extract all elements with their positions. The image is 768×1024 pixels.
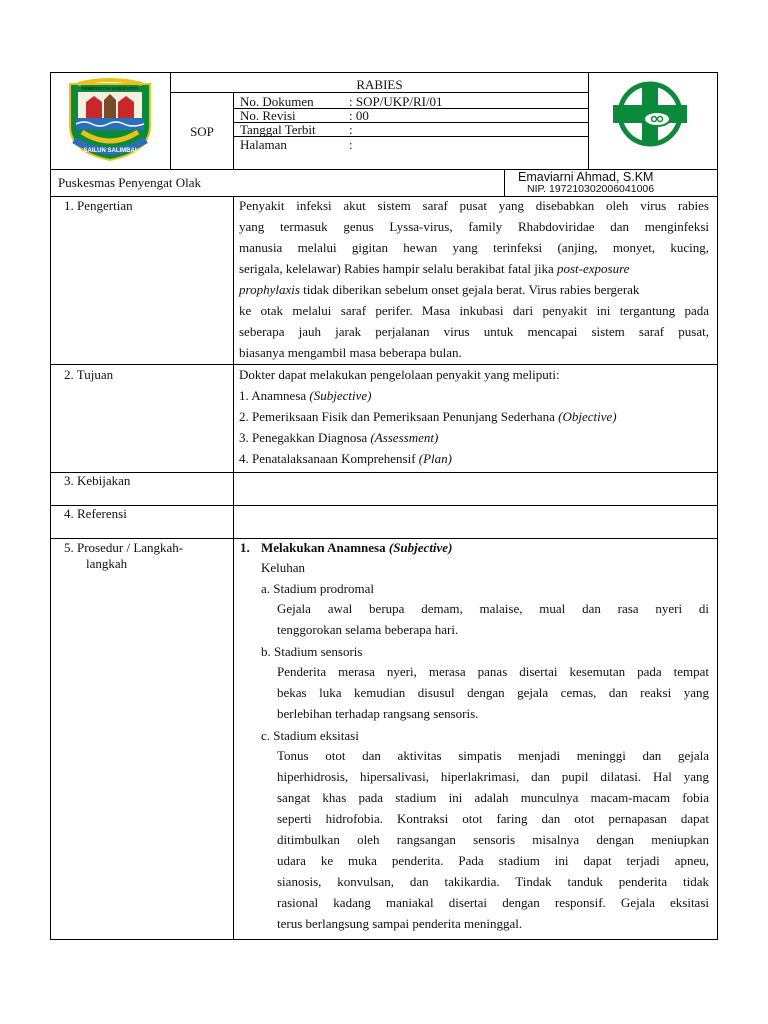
section-label-prosedur-cont: langkah bbox=[86, 556, 128, 571]
doc-field-value: : bbox=[349, 122, 353, 137]
paragraph-segment: serigala, kelelawar) Rabies hampir selalu berakibat fatal jika bbox=[239, 261, 554, 276]
section-label-referensi: 4. Referensi bbox=[64, 506, 127, 521]
doc-field-value: : 00 bbox=[349, 108, 369, 123]
divider bbox=[50, 538, 718, 539]
divider bbox=[50, 472, 718, 473]
procedure-heading-em: (Subjective) bbox=[388, 540, 453, 555]
paragraph-line: manusia melalui gigitan hewan yang terinfeksi (anjing, monyet, kucing, bbox=[239, 240, 709, 255]
paragraph-line: rasional kadang maniakal disertai dengan responsif. Gejala eksitasi bbox=[277, 895, 709, 910]
table-border-bottom bbox=[50, 939, 718, 940]
doc-field-label: Halaman bbox=[240, 137, 287, 152]
paragraph-line: ditimbulkan oleh rangsangan sensoris misalnya dengan meniupkan bbox=[277, 832, 709, 847]
section-label-prosedur: 5. Prosedur / Langkah- bbox=[64, 540, 184, 555]
doc-field-value: : SOP/UKP/RI/01 bbox=[349, 94, 443, 109]
signer-name: Emaviarni Ahmad, S.KM bbox=[518, 170, 654, 184]
tujuan-item-text: 2. Pemeriksaan Fisik dan Pemeriksaan Penunjang Sederhana bbox=[239, 409, 559, 424]
tujuan-item-em: (Subjective) bbox=[309, 388, 372, 403]
tujuan-item bbox=[239, 430, 438, 445]
paragraph-line: Tonus otot dan aktivitas simpatis menjadi meninggi dan gejala bbox=[277, 748, 709, 763]
paragraph-line bbox=[239, 258, 629, 279]
paragraph-segment: tidak diberikan sebelum onset gejala berat. Virus rabies bergerak bbox=[299, 282, 640, 297]
tujuan-item bbox=[239, 409, 617, 424]
paragraph-line: berlebihan terhadap rangsang sensoris. bbox=[277, 706, 479, 721]
paragraph-line: tenggorokan selama beberapa hari. bbox=[277, 622, 459, 637]
paragraph-line: Gejala awal berupa demam, malaise, mual dan rasa nyeri di bbox=[277, 601, 709, 616]
procedure-heading-number: 1. bbox=[240, 540, 250, 555]
paragraph-line: sianosis, konvulsan, dan takikardia. Tindak tanduk penderita tidak bbox=[277, 874, 709, 889]
tujuan-item-text: 4. Penatalaksanaan Komprehensif bbox=[239, 451, 419, 466]
paragraph-line: Penyakit infeksi akut sistem saraf pusat yang disebabkan oleh virus rabies bbox=[239, 198, 709, 213]
document-title: RABIES bbox=[356, 77, 403, 92]
tujuan-item-text: 1. Anamnesa bbox=[239, 388, 310, 403]
paragraph-line: seperti hidrofobia. Kontraksi otot faring dan otot pernapasan dapat bbox=[277, 811, 709, 826]
sop-label: SOP bbox=[190, 124, 214, 139]
divider bbox=[504, 169, 505, 196]
tujuan-item-em: (Objective) bbox=[558, 409, 617, 424]
stage-title: b. Stadium sensoris bbox=[261, 644, 363, 659]
paragraph-italic: prophylaxis bbox=[239, 282, 300, 297]
section-label-tujuan: 2. Tujuan bbox=[64, 367, 114, 382]
svg-text:PEMERINTAH KABUPATEN: PEMERINTAH KABUPATEN bbox=[81, 86, 139, 91]
table-border-right bbox=[717, 72, 718, 940]
divider bbox=[233, 196, 234, 940]
paragraph-italic: post-exposure bbox=[557, 261, 630, 276]
org-name: Puskesmas Penyengat Olak bbox=[58, 175, 201, 190]
paragraph-line: terus berlangsung sampai penderita meninggal. bbox=[277, 916, 523, 931]
tujuan-item bbox=[239, 388, 371, 403]
svg-text:SAILUN SALIMBAI: SAILUN SALIMBAI bbox=[83, 148, 137, 154]
table-border-top bbox=[50, 72, 718, 73]
doc-field-value: : bbox=[349, 137, 353, 152]
section-label-kebijakan: 3. Kebijakan bbox=[64, 473, 131, 488]
procedure-heading-text: Melakukan Anamnesa bbox=[261, 540, 389, 555]
divider bbox=[588, 72, 589, 169]
doc-field-label: Tanggal Terbit bbox=[240, 122, 316, 137]
tujuan-item-em: (Assessment) bbox=[370, 430, 439, 445]
paragraph-line: ke otak melalui saraf perifer. Masa inkubasi dari penyakit ini tergantung pada bbox=[239, 303, 709, 318]
puskesmas-logo bbox=[605, 80, 695, 148]
keluhan-label: Keluhan bbox=[261, 560, 306, 575]
table-border-left bbox=[50, 72, 51, 940]
tujuan-item-em: (Plan) bbox=[418, 451, 452, 466]
signer-nip: NIP. 197210302006041006 bbox=[527, 183, 655, 195]
paragraph-line: hiperhidrosis, hipersalivasi, hiperlakrimasi, dan pupil dilatasi. Hal yang bbox=[277, 769, 709, 784]
doc-field-label: No. Revisi bbox=[240, 108, 296, 123]
stage-title: a. Stadium prodromal bbox=[261, 581, 375, 596]
paragraph-line: bekas luka kemudian disusul dengan gejala cemas, dan reaksi yang bbox=[277, 685, 709, 700]
procedure-heading bbox=[261, 540, 452, 555]
divider bbox=[233, 92, 234, 169]
tujuan-item-text: 3. Penegakkan Diagnosa bbox=[239, 430, 371, 445]
tujuan-item bbox=[239, 451, 452, 466]
stage-title: c. Stadium eksitasi bbox=[261, 728, 359, 743]
doc-field-label: No. Dokumen bbox=[240, 94, 314, 109]
paragraph-line bbox=[239, 279, 639, 300]
paragraph-line: yang termasuk genus Lyssa-virus, family Rhabdoviridae dan menginfeksi bbox=[239, 219, 709, 234]
paragraph-line: seberapa jauh jarak perjalanan virus untuk mencapai sistem saraf pusat, bbox=[239, 324, 709, 339]
divider bbox=[50, 364, 718, 365]
paragraph-line: Penderita merasa nyeri, merasa panas disertai kesemutan pada tempat bbox=[277, 664, 709, 679]
divider bbox=[170, 92, 589, 93]
section-label-pengertian: 1. Pengertian bbox=[64, 198, 133, 213]
paragraph-line: sangat khas pada stadium ini adalah munculnya macam-macam fobia bbox=[277, 790, 709, 805]
regency-logo bbox=[64, 78, 156, 162]
paragraph-line: udara ke muka penderita. Pada stadium ini dapat terjadi apneu, bbox=[277, 853, 709, 868]
divider bbox=[50, 505, 718, 506]
tujuan-intro: Dokter dapat melakukan pengelolaan penyakit yang meliputi: bbox=[239, 367, 560, 382]
paragraph-line: biasanya mengambil masa beberapa bulan. bbox=[239, 345, 462, 360]
